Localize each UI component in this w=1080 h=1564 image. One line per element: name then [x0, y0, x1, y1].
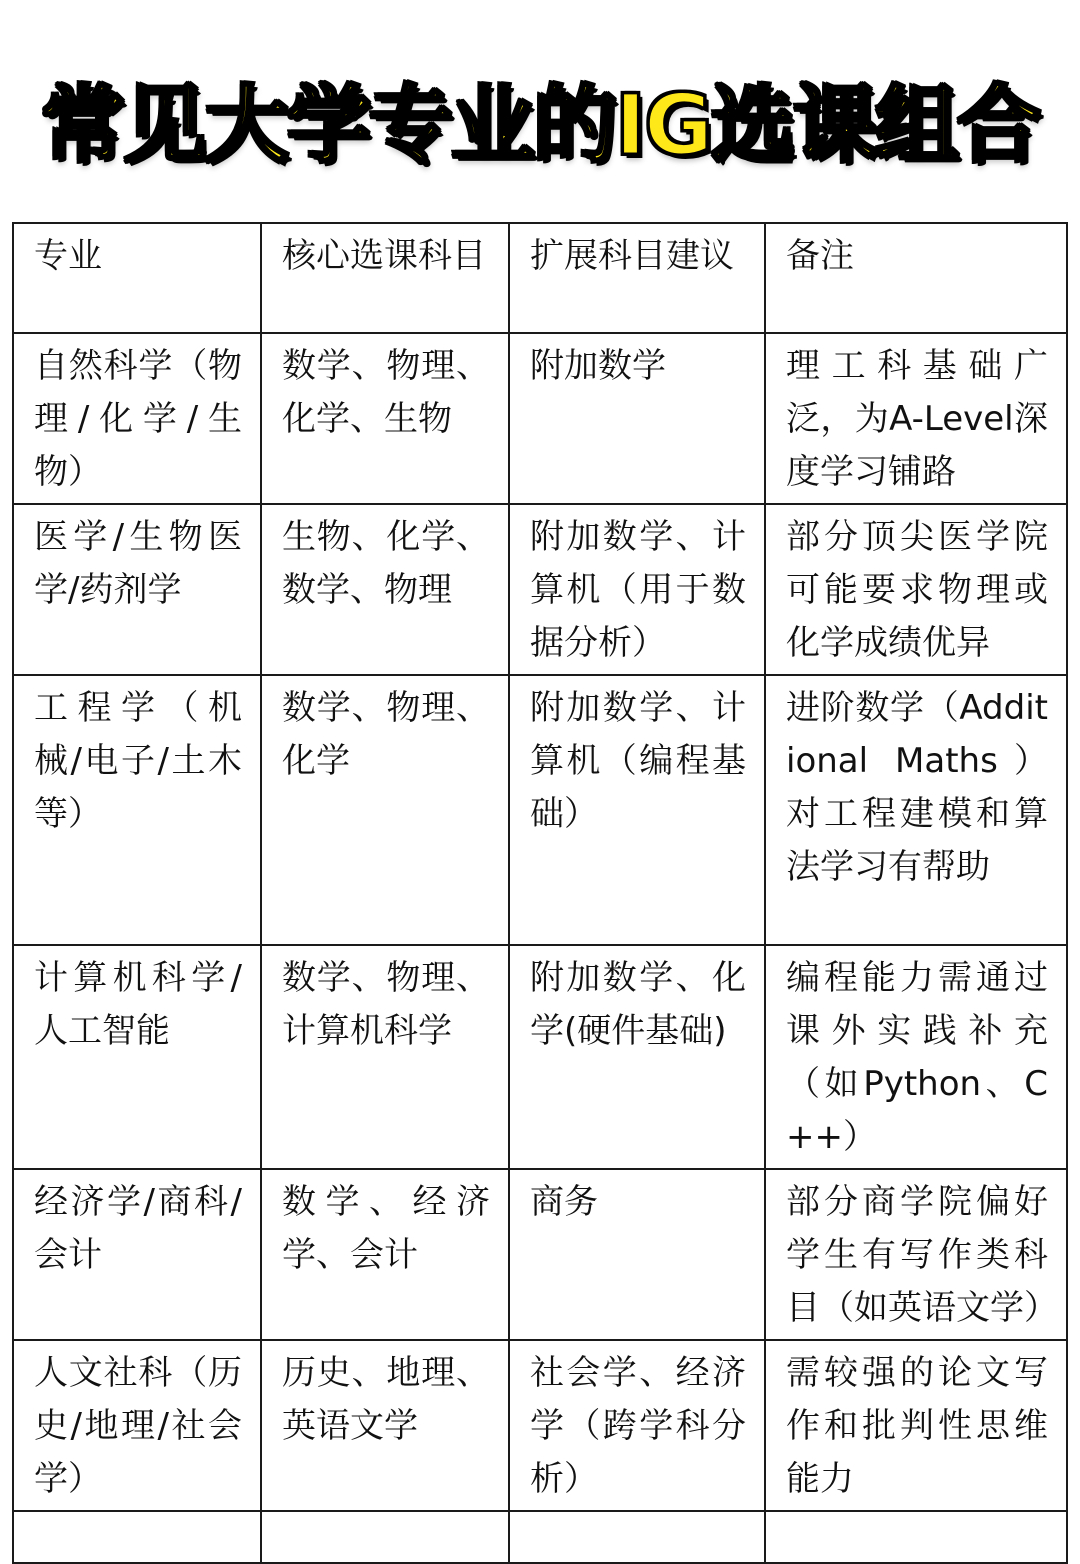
table-row	[13, 1169, 1067, 1340]
cell-notes: 需较强的论文写作和批判性思维能力	[765, 1340, 1067, 1511]
cell-core-subjects: 数学、物理、化学	[261, 675, 509, 945]
table-header-row	[13, 223, 1067, 333]
cell-major: 工程学（机械/电子/土木等）	[13, 675, 261, 945]
cell-core-subjects: 历史、地理、英语文学	[261, 1340, 509, 1511]
cell-empty	[13, 1511, 261, 1563]
cell-empty	[261, 1511, 509, 1563]
cell-notes: 编程能力需通过课外实践补充（如Python、C++）	[765, 945, 1067, 1169]
table-row	[13, 675, 1067, 945]
cell-extended-subjects: 附加数学、计算机（用于数据分析）	[509, 504, 765, 675]
cell-notes: 进阶数学（Additional Maths）对工程建模和算法学习有帮助	[765, 675, 1067, 945]
cell-empty	[765, 1511, 1067, 1563]
header-core-subjects: 核心选课科目	[261, 223, 509, 333]
course-combination-table	[12, 222, 1068, 1564]
cell-empty	[509, 1511, 765, 1563]
cell-extended-subjects: 附加数学、计算机（编程基础）	[509, 675, 765, 945]
table-row	[13, 1340, 1067, 1511]
cell-major: 自然科学（物理/化学/生物）	[13, 333, 261, 504]
cell-core-subjects: 生物、化学、数学、物理	[261, 504, 509, 675]
cell-core-subjects: 数学、物理、化学、生物	[261, 333, 509, 504]
cell-notes: 理工科基础广泛，为A-Level深度学习铺路	[765, 333, 1067, 504]
header-major: 专业	[13, 223, 261, 333]
table-row	[13, 333, 1067, 504]
cell-extended-subjects: 附加数学、化学(硬件基础)	[509, 945, 765, 1169]
cell-extended-subjects: 社会学、经济学（跨学科分析）	[509, 1340, 765, 1511]
cell-core-subjects: 数学、物理、计算机科学	[261, 945, 509, 1169]
header-extended-subjects: 扩展科目建议	[509, 223, 765, 333]
header-notes: 备注	[765, 223, 1067, 333]
cell-core-subjects: 数学、经济学、会计	[261, 1169, 509, 1340]
table-row-partial	[13, 1511, 1067, 1563]
cell-notes: 部分商学院偏好学生有写作类科目（如英语文学）	[765, 1169, 1067, 1340]
cell-notes: 部分顶尖医学院可能要求物理或化学成绩优异	[765, 504, 1067, 675]
cell-major: 人文社科（历史/地理/社会学）	[13, 1340, 261, 1511]
cell-major: 计算机科学/人工智能	[13, 945, 261, 1169]
cell-major: 医学/生物医学/药剂学	[13, 504, 261, 675]
page-title: 常见大学专业的IG选课组合	[40, 76, 1040, 174]
table-row	[13, 945, 1067, 1169]
cell-major: 经济学/商科/会计	[13, 1169, 261, 1340]
cell-extended-subjects: 商务	[509, 1169, 765, 1340]
cell-extended-subjects: 附加数学	[509, 333, 765, 504]
table-row	[13, 504, 1067, 675]
